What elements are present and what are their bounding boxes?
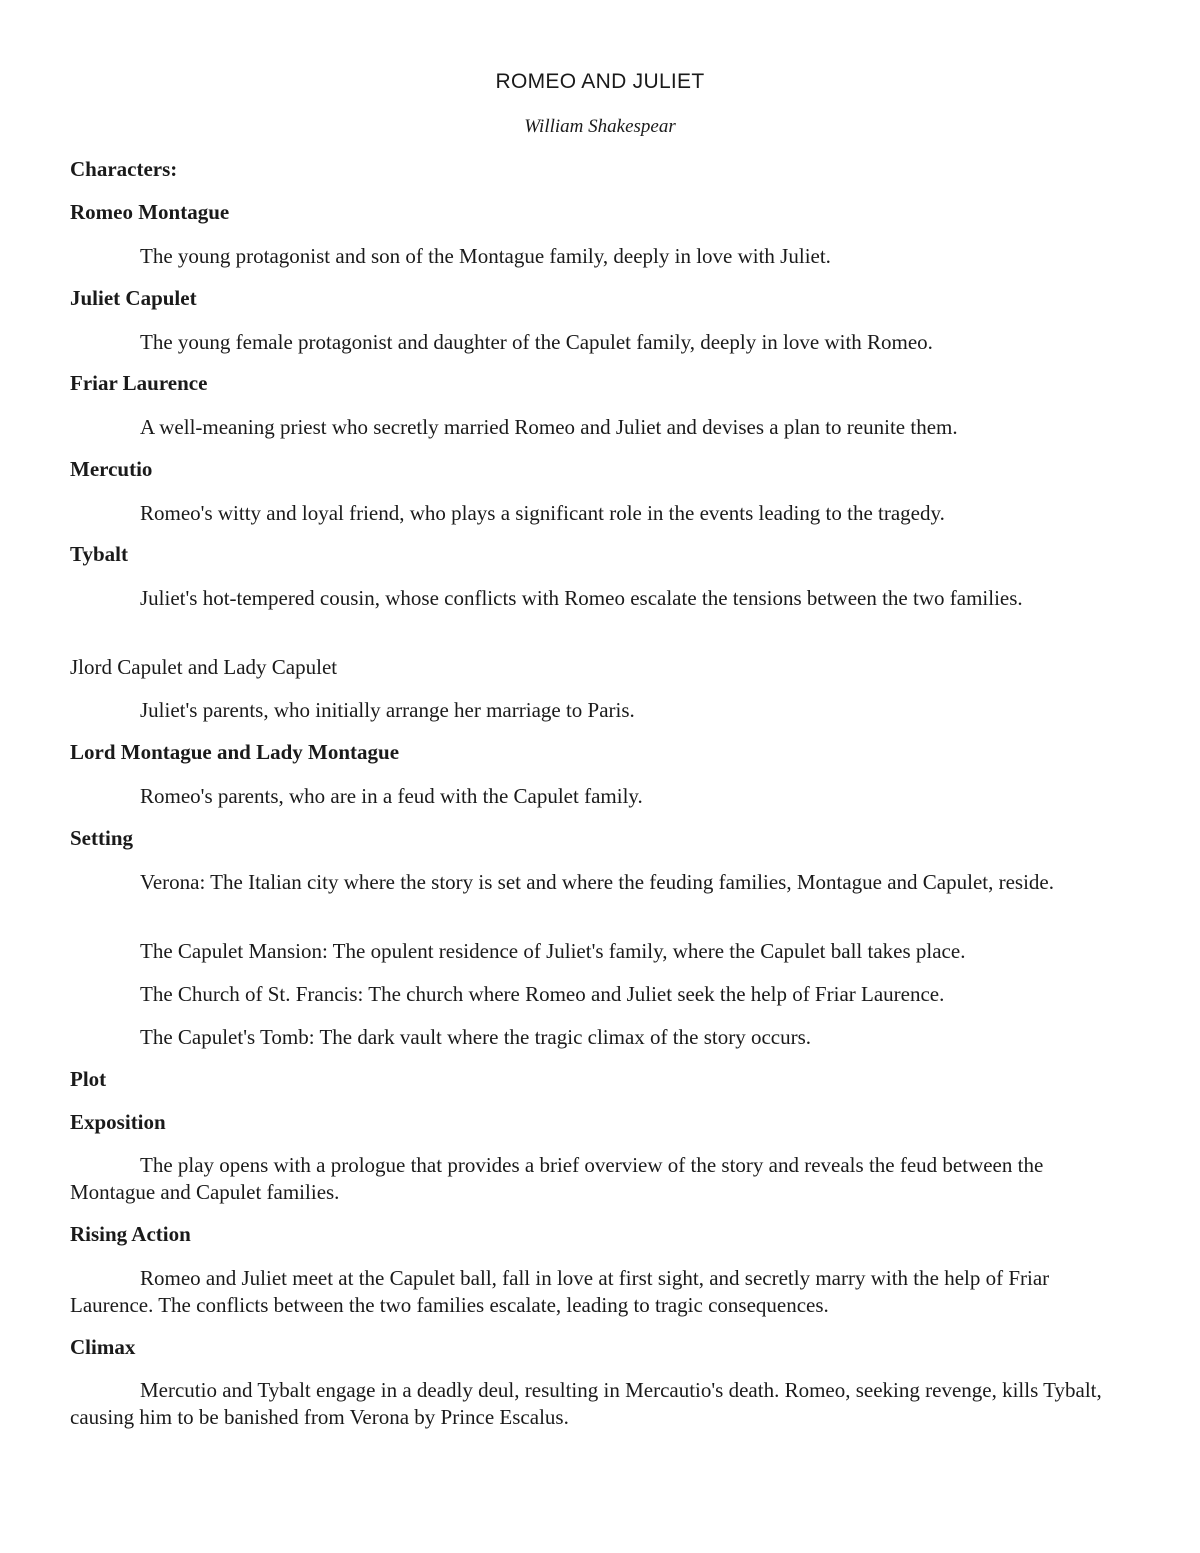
- plot-section-heading: Exposition: [70, 1110, 166, 1134]
- character-description: Romeo's parents, who are in a feud with the Capulet family.: [140, 784, 643, 808]
- setting-item: The Church of St. Francis: The church where Romeo and Juliet seek the help of Friar Laurence.: [140, 982, 945, 1006]
- plot-section-text: The play opens with a prologue that provides a brief overview of the story and reveals the feud between the Montague and Capulet families.: [70, 1153, 1044, 1204]
- character-description: The young protagonist and son of the Montague family, deeply in love with Juliet.: [140, 244, 831, 268]
- plot-section-heading: Rising Action: [70, 1222, 191, 1246]
- setting-item: The Capulet Mansion: The opulent residence of Juliet's family, where the Capulet ball takes place.: [140, 939, 966, 963]
- character-name: Tybalt: [70, 542, 128, 566]
- character-name: Friar Laurence: [70, 371, 208, 395]
- character-name: Jlord Capulet and Lady Capulet: [70, 655, 338, 679]
- setting-item: The Capulet's Tomb: The dark vault where the tragic climax of the story occurs.: [140, 1025, 812, 1049]
- character-description: A well-meaning priest who secretly married Romeo and Juliet and devises a plan to reunite them.: [140, 415, 958, 439]
- document-title: ROMEO AND JULIET: [495, 70, 705, 93]
- setting-item: Verona: The Italian city where the story is set and where the feuding families, Montague and Capulet, reside.: [140, 870, 1054, 894]
- character-description: Juliet's hot-tempered cousin, whose conflicts with Romeo escalate the tensions between the two families.: [140, 586, 1023, 610]
- character-name: Lord Montague and Lady Montague: [70, 740, 400, 764]
- character-name: Juliet Capulet: [70, 286, 197, 310]
- plot-heading: Plot: [70, 1067, 107, 1091]
- character-description: Juliet's parents, who initially arrange her marriage to Paris.: [140, 698, 635, 722]
- characters-heading: Characters:: [70, 157, 178, 181]
- character-description: The young female protagonist and daughter of the Capulet family, deeply in love with Romeo.: [140, 330, 933, 354]
- character-name: Romeo Montague: [70, 200, 230, 224]
- character-name: Mercutio: [70, 457, 153, 481]
- plot-section-heading: Climax: [70, 1335, 136, 1359]
- plot-section-text: Romeo and Juliet meet at the Capulet ball, fall in love at first sight, and secretly marry with the help of Friar Laurence. The conflicts between the two families escalate, leading to tragic consequences.: [70, 1266, 1050, 1317]
- document-author: William Shakespear: [524, 116, 676, 137]
- plot-section-text: Mercutio and Tybalt engage in a deadly deul, resulting in Mercautio's death. Romeo, seeking revenge, kills Tybalt, causing him to be banished from Verona by Prince Escalus.: [70, 1378, 1102, 1429]
- character-description: Romeo's witty and loyal friend, who plays a significant role in the events leading to the tragedy.: [140, 501, 945, 525]
- setting-heading: Setting: [70, 826, 133, 850]
